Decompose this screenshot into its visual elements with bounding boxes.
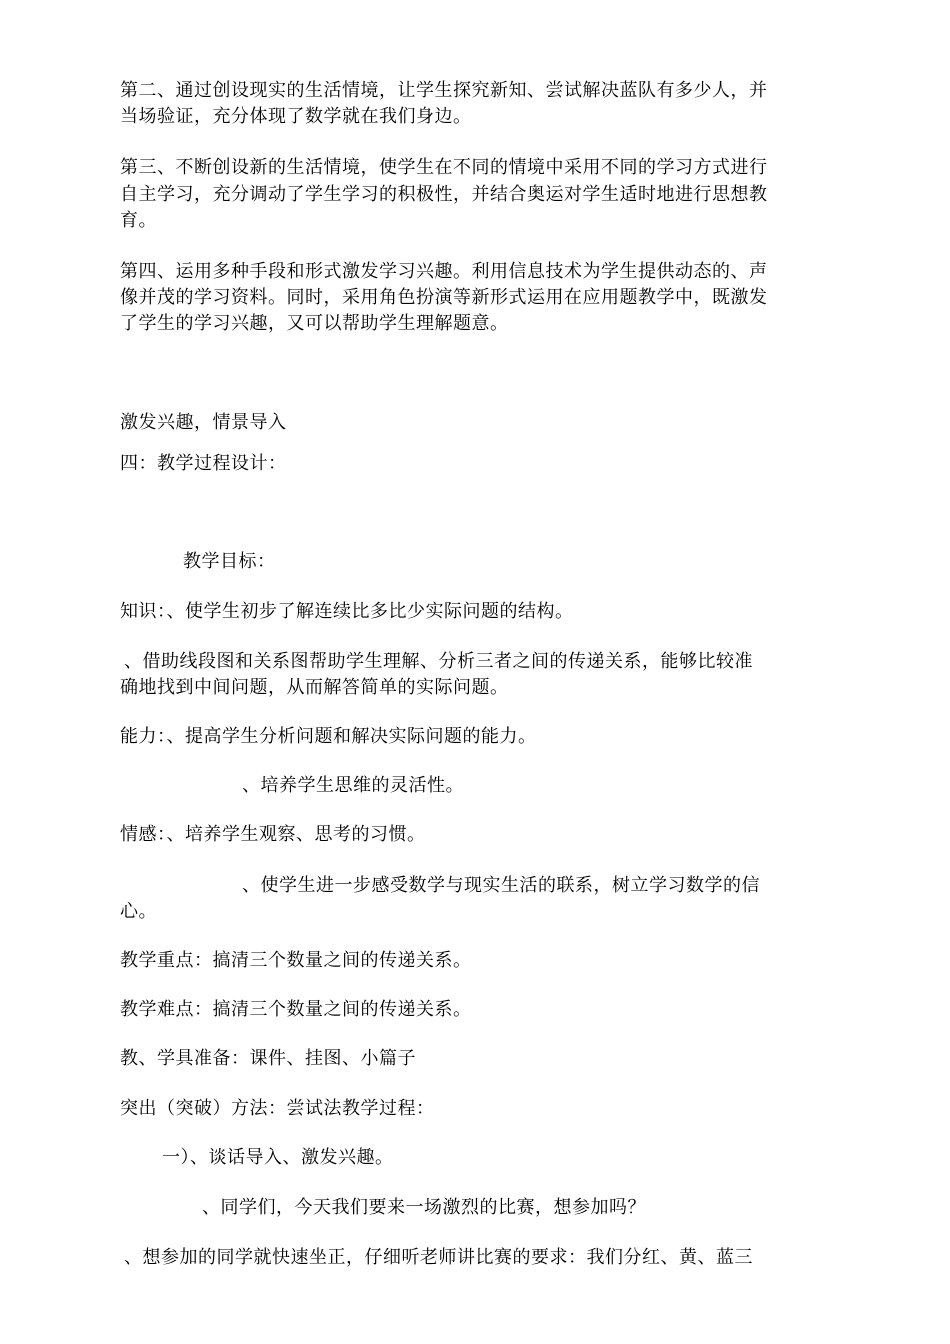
paragraph-third-line-3: 育。 (120, 210, 157, 231)
teaching-key-point: 教学重点：搞清三个数量之间的传递关系。 (120, 950, 472, 971)
teaching-materials: 教、学具准备：课件、挂图、小篇子 (120, 1048, 416, 1069)
goal-ability: 能力：、提高学生分析问题和解决实际问题的能力。 (120, 726, 537, 747)
paragraph-second-line-1: 第二、通过创设现实的生活情境，让学生探究新知、尝试解决蓝队有多少人，并 (120, 80, 768, 101)
paragraph-third-line-2: 自主学习，充分调动了学生学习的积极性，并结合奥运对学生适时地进行思想教 (120, 184, 768, 205)
goal-ability-2: 、培养学生思维的灵活性。 (242, 775, 464, 796)
paragraph-third-line-1: 第三、不断创设新的生活情境，使学生在不同的情境中采用不同的学习方式进行 (120, 157, 768, 178)
section-one-item-2: 、想参加的同学就快速坐正，仔细听老师讲比赛的要求：我们分红、黄、蓝三 (124, 1247, 753, 1268)
paragraph-fourth-line-2: 像并茂的学习资料。同时，采用角色扮演等新形式运用在应用题教学中，既激发 (120, 287, 768, 308)
goal-knowledge-2-line-2: 确地找到中间问题，从而解答简单的实际问题。 (120, 677, 509, 698)
heading-teaching-goals: 教学目标： (183, 551, 276, 572)
teaching-method: 突出（突破）方法：尝试法教学过程： (120, 1098, 435, 1119)
section-one-heading: 一）、谈话导入、激发兴趣。 (162, 1147, 394, 1168)
paragraph-fourth-line-1: 第四、运用多种手段和形式激发学习兴趣。利用信息技术为学生提供动态的、声 (120, 261, 768, 282)
goal-emotion-2-line-1: 、使学生进一步感受数学与现实生活的联系，树立学习数学的信 (242, 875, 760, 896)
paragraph-second-line-2: 当场验证，充分体现了数学就在我们身边。 (120, 106, 472, 127)
paragraph-fourth-line-3: 了学生的学习兴趣，又可以帮助学生理解题意。 (120, 313, 509, 334)
heading-process-design: 四：教学过程设计： (120, 453, 287, 474)
goal-knowledge-2-line-1: 、借助线段图和关系图帮助学生理解、分析三者之间的传递关系，能够比较准 (124, 651, 753, 672)
goal-knowledge: 知识：、使学生初步了解连续比多比少实际问题的结构。 (120, 601, 574, 622)
goal-emotion-2-line-2: 心。 (120, 901, 157, 922)
goal-emotion: 情感：、培养学生观察、思考的习惯。 (120, 824, 426, 845)
teaching-difficulty: 教学难点：搞清三个数量之间的传递关系。 (120, 999, 472, 1020)
heading-interest-intro: 激发兴趣，情景导入 (120, 412, 287, 433)
section-one-item-1: 、同学们，今天我们要来一场激烈的比赛，想参加吗？ (202, 1197, 646, 1218)
